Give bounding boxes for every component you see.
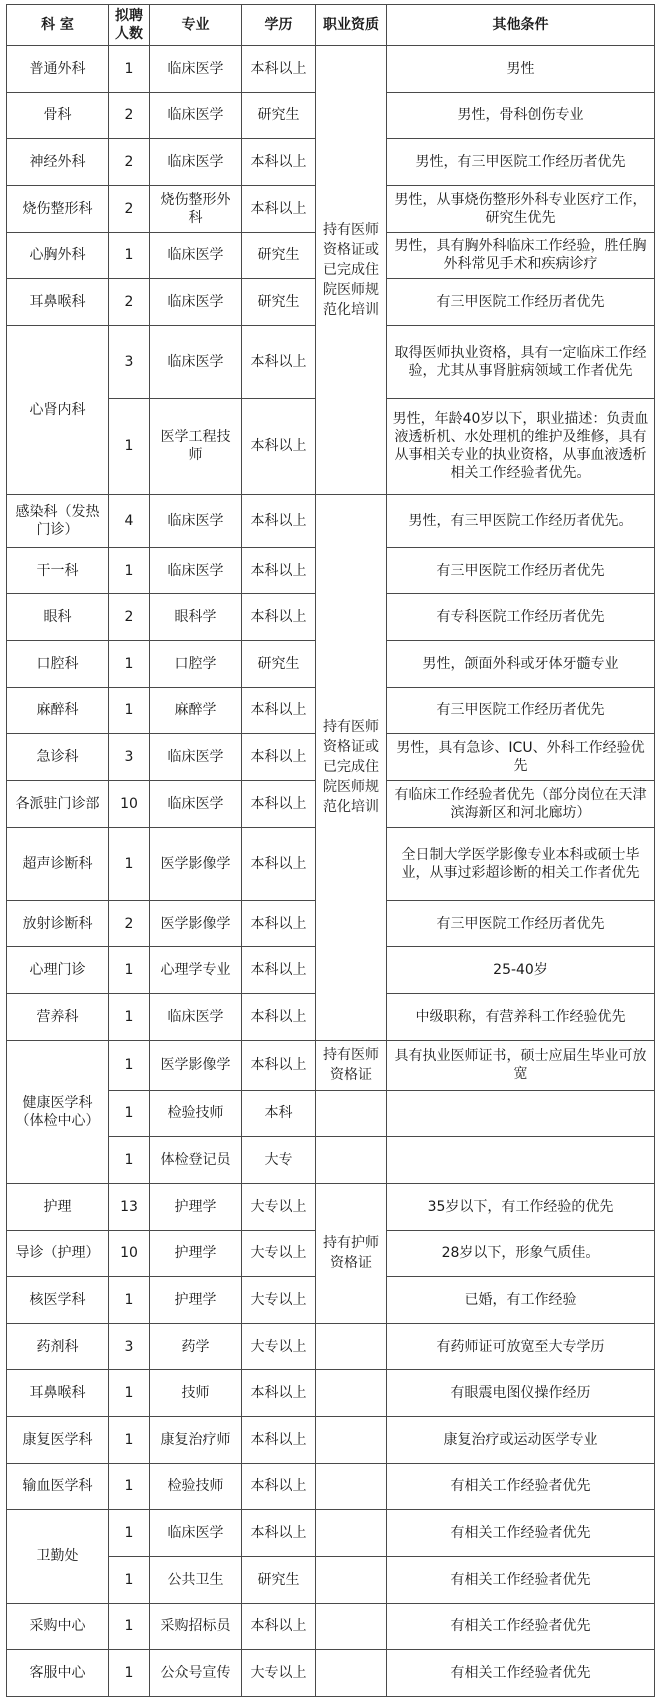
department-cell: 耳鼻喉科 <box>7 1370 109 1417</box>
header-count: 拟聘人数 <box>109 5 150 46</box>
count-cell: 1 <box>109 1090 150 1137</box>
education-cell: 本科以上 <box>242 594 316 641</box>
qualification-cell <box>316 1323 387 1370</box>
condition-cell <box>387 1137 655 1184</box>
condition-cell: 有三甲医院工作经历者优先 <box>387 279 655 326</box>
major-cell: 临床医学 <box>150 734 242 781</box>
education-cell: 研究生 <box>242 641 316 688</box>
qualification-cell: 持有医师资格证 <box>316 1040 387 1090</box>
table-row <box>7 1417 655 1464</box>
education-cell: 研究生 <box>242 279 316 326</box>
count-cell: 1 <box>109 1370 150 1417</box>
count-cell: 3 <box>109 734 150 781</box>
department-cell: 普通外科 <box>7 46 109 93</box>
major-cell: 临床医学 <box>150 92 242 139</box>
condition-cell: 有三甲医院工作经历者优先 <box>387 687 655 734</box>
condition-cell: 有相关工作经验者优先 <box>387 1556 655 1603</box>
qualification-cell <box>316 1510 387 1557</box>
qualification-cell: 持有医师资格证或已完成住院医师规范化培训 <box>316 494 387 1040</box>
department-cell: 骨科 <box>7 92 109 139</box>
department-cell: 药剂科 <box>7 1323 109 1370</box>
count-cell: 1 <box>109 1137 150 1184</box>
department-cell: 核医学科 <box>7 1277 109 1324</box>
count-cell: 2 <box>109 594 150 641</box>
condition-cell: 男性 <box>387 46 655 93</box>
education-cell: 本科以上 <box>242 687 316 734</box>
condition-cell: 有眼震电图仪操作经历 <box>387 1370 655 1417</box>
header-row <box>7 5 655 46</box>
department-cell: 康复医学科 <box>7 1417 109 1464</box>
count-cell: 1 <box>109 1510 150 1557</box>
education-cell: 本科以上 <box>242 1603 316 1650</box>
education-cell: 本科以上 <box>242 185 316 232</box>
major-cell: 医学影像学 <box>150 827 242 900</box>
department-cell: 放射诊断科 <box>7 900 109 947</box>
count-cell: 2 <box>109 279 150 326</box>
table-row <box>7 1370 655 1417</box>
condition-cell <box>387 1090 655 1137</box>
education-cell: 大专以上 <box>242 1277 316 1324</box>
count-cell: 2 <box>109 185 150 232</box>
education-cell: 本科以上 <box>242 780 316 827</box>
condition-cell: 男性，年龄40岁以下，职业描述：负责血液透析机、水处理机的维护及维修，具有从事相关专业的执业资格，从事血液透析相关工作经验者优先。 <box>387 399 655 494</box>
major-cell: 公众号宣传 <box>150 1650 242 1697</box>
condition-cell: 有相关工作经验者优先 <box>387 1510 655 1557</box>
major-cell: 检验技师 <box>150 1463 242 1510</box>
count-cell: 3 <box>109 325 150 398</box>
department-cell: 超声诊断科 <box>7 827 109 900</box>
condition-cell: 男性，有三甲医院工作经历者优先。 <box>387 494 655 547</box>
department-cell: 耳鼻喉科 <box>7 279 109 326</box>
major-cell: 技师 <box>150 1370 242 1417</box>
department-cell: 急诊科 <box>7 734 109 781</box>
major-cell: 临床医学 <box>150 232 242 279</box>
major-cell: 护理学 <box>150 1277 242 1324</box>
department-cell: 卫勤处 <box>7 1510 109 1603</box>
education-cell: 本科以上 <box>242 994 316 1041</box>
major-cell: 烧伤整形外科 <box>150 185 242 232</box>
department-cell: 导诊（护理） <box>7 1230 109 1277</box>
major-cell: 医学影像学 <box>150 900 242 947</box>
department-cell: 眼科 <box>7 594 109 641</box>
major-cell: 临床医学 <box>150 279 242 326</box>
major-cell: 临床医学 <box>150 780 242 827</box>
table-row <box>7 46 655 93</box>
qualification-cell <box>316 1650 387 1697</box>
qualification-cell: 持有医师资格证或已完成住院医师规范化培训 <box>316 46 387 495</box>
education-cell: 本科以上 <box>242 547 316 594</box>
education-cell: 本科以上 <box>242 734 316 781</box>
table-row <box>7 1510 655 1557</box>
major-cell: 临床医学 <box>150 1510 242 1557</box>
major-cell: 检验技师 <box>150 1090 242 1137</box>
qualification-cell <box>316 1463 387 1510</box>
count-cell: 1 <box>109 1040 150 1090</box>
department-cell: 口腔科 <box>7 641 109 688</box>
education-cell: 大专以上 <box>242 1183 316 1230</box>
education-cell: 本科以上 <box>242 1370 316 1417</box>
qualification-cell <box>316 1137 387 1184</box>
count-cell: 2 <box>109 139 150 186</box>
qualification-cell <box>316 1556 387 1603</box>
education-cell: 研究生 <box>242 92 316 139</box>
major-cell: 临床医学 <box>150 994 242 1041</box>
header-education: 学历 <box>242 5 316 46</box>
condition-cell: 28岁以下，形象气质佳。 <box>387 1230 655 1277</box>
education-cell: 本科以上 <box>242 1040 316 1090</box>
major-cell: 眼科学 <box>150 594 242 641</box>
condition-cell: 中级职称，有营养科工作经验优先 <box>387 994 655 1041</box>
education-cell: 本科以上 <box>242 1510 316 1557</box>
education-cell: 本科以上 <box>242 494 316 547</box>
condition-cell: 男性，颌面外科或牙体牙髓专业 <box>387 641 655 688</box>
table-row <box>7 1183 655 1230</box>
qualification-cell <box>316 1417 387 1464</box>
education-cell: 研究生 <box>242 1556 316 1603</box>
condition-cell: 具有执业医师证书，硕士应届生毕业可放宽 <box>387 1040 655 1090</box>
major-cell: 临床医学 <box>150 547 242 594</box>
count-cell: 10 <box>109 780 150 827</box>
department-cell: 心理门诊 <box>7 947 109 994</box>
education-cell: 本科以上 <box>242 139 316 186</box>
count-cell: 2 <box>109 900 150 947</box>
education-cell: 大专以上 <box>242 1323 316 1370</box>
department-cell: 神经外科 <box>7 139 109 186</box>
education-cell: 本科以上 <box>242 325 316 398</box>
count-cell: 13 <box>109 1183 150 1230</box>
education-cell: 本科以上 <box>242 399 316 494</box>
department-cell: 护理 <box>7 1183 109 1230</box>
department-cell: 心胸外科 <box>7 232 109 279</box>
count-cell: 1 <box>109 232 150 279</box>
department-cell: 干一科 <box>7 547 109 594</box>
table-row <box>7 1650 655 1697</box>
count-cell: 1 <box>109 641 150 688</box>
table-row <box>7 1040 655 1090</box>
recruitment-table <box>6 4 655 1697</box>
count-cell: 1 <box>109 994 150 1041</box>
condition-cell: 男性，骨科创伤专业 <box>387 92 655 139</box>
education-cell: 本科以上 <box>242 947 316 994</box>
count-cell: 1 <box>109 1603 150 1650</box>
qualification-cell <box>316 1603 387 1650</box>
major-cell: 临床医学 <box>150 139 242 186</box>
count-cell: 3 <box>109 1323 150 1370</box>
count-cell: 1 <box>109 947 150 994</box>
department-cell: 麻醉科 <box>7 687 109 734</box>
condition-cell: 男性，具有胸外科临床工作经验，胜任胸外科常见手术和疾病诊疗 <box>387 232 655 279</box>
education-cell: 本科 <box>242 1090 316 1137</box>
major-cell: 公共卫生 <box>150 1556 242 1603</box>
major-cell: 医学影像学 <box>150 1040 242 1090</box>
count-cell: 4 <box>109 494 150 547</box>
condition-cell: 有三甲医院工作经历者优先 <box>387 547 655 594</box>
department-cell: 客服中心 <box>7 1650 109 1697</box>
condition-cell: 男性，从事烧伤整形外科专业医疗工作，研究生优先 <box>387 185 655 232</box>
condition-cell: 康复治疗或运动医学专业 <box>387 1417 655 1464</box>
major-cell: 康复治疗师 <box>150 1417 242 1464</box>
major-cell: 口腔学 <box>150 641 242 688</box>
condition-cell: 男性，有三甲医院工作经历者优先 <box>387 139 655 186</box>
count-cell: 1 <box>109 547 150 594</box>
major-cell: 心理学专业 <box>150 947 242 994</box>
condition-cell: 有相关工作经验者优先 <box>387 1603 655 1650</box>
count-cell: 1 <box>109 1463 150 1510</box>
qualification-cell: 持有护师资格证 <box>316 1183 387 1323</box>
department-cell: 营养科 <box>7 994 109 1041</box>
major-cell: 临床医学 <box>150 494 242 547</box>
education-cell: 大专以上 <box>242 1650 316 1697</box>
table-row <box>7 1603 655 1650</box>
major-cell: 医学工程技师 <box>150 399 242 494</box>
major-cell: 临床医学 <box>150 46 242 93</box>
education-cell: 大专以上 <box>242 1230 316 1277</box>
table-row <box>7 1323 655 1370</box>
department-cell: 输血医学科 <box>7 1463 109 1510</box>
education-cell: 本科以上 <box>242 46 316 93</box>
major-cell: 药学 <box>150 1323 242 1370</box>
education-cell: 研究生 <box>242 232 316 279</box>
condition-cell: 取得医师执业资格，具有一定临床工作经验，尤其从事肾脏病领域工作者优先 <box>387 325 655 398</box>
major-cell: 临床医学 <box>150 325 242 398</box>
qualification-cell <box>316 1370 387 1417</box>
condition-cell: 有相关工作经验者优先 <box>387 1463 655 1510</box>
count-cell: 10 <box>109 1230 150 1277</box>
education-cell: 本科以上 <box>242 1463 316 1510</box>
department-cell: 健康医学科（体检中心） <box>7 1040 109 1183</box>
qualification-cell <box>316 1090 387 1137</box>
major-cell: 护理学 <box>150 1230 242 1277</box>
major-cell: 护理学 <box>150 1183 242 1230</box>
condition-cell: 有临床工作经验者优先（部分岗位在天津滨海新区和河北廊坊） <box>387 780 655 827</box>
header-other-conditions: 其他条件 <box>387 5 655 46</box>
major-cell: 麻醉学 <box>150 687 242 734</box>
table-row <box>7 494 655 547</box>
count-cell: 1 <box>109 1556 150 1603</box>
header-qualification: 职业资质 <box>316 5 387 46</box>
condition-cell: 有药师证可放宽至大专学历 <box>387 1323 655 1370</box>
education-cell: 大专 <box>242 1137 316 1184</box>
department-cell: 采购中心 <box>7 1603 109 1650</box>
condition-cell: 已婚，有工作经验 <box>387 1277 655 1324</box>
education-cell: 本科以上 <box>242 900 316 947</box>
header-dept: 科 室 <box>7 5 109 46</box>
department-cell: 各派驻门诊部 <box>7 780 109 827</box>
condition-cell: 有相关工作经验者优先 <box>387 1650 655 1697</box>
table-row <box>7 1463 655 1510</box>
department-cell: 感染科（发热门诊） <box>7 494 109 547</box>
education-cell: 本科以上 <box>242 1417 316 1464</box>
count-cell: 1 <box>109 46 150 93</box>
condition-cell: 男性，具有急诊、ICU、外科工作经验优先 <box>387 734 655 781</box>
condition-cell: 有专科医院工作经历者优先 <box>387 594 655 641</box>
condition-cell: 有三甲医院工作经历者优先 <box>387 900 655 947</box>
condition-cell: 35岁以下，有工作经验的优先 <box>387 1183 655 1230</box>
count-cell: 2 <box>109 92 150 139</box>
department-cell: 心肾内科 <box>7 325 109 494</box>
count-cell: 1 <box>109 1417 150 1464</box>
header-major: 专业 <box>150 5 242 46</box>
major-cell: 体检登记员 <box>150 1137 242 1184</box>
condition-cell: 25-40岁 <box>387 947 655 994</box>
count-cell: 1 <box>109 1277 150 1324</box>
major-cell: 采购招标员 <box>150 1603 242 1650</box>
education-cell: 本科以上 <box>242 827 316 900</box>
department-cell: 烧伤整形科 <box>7 185 109 232</box>
count-cell: 1 <box>109 1650 150 1697</box>
count-cell: 1 <box>109 687 150 734</box>
count-cell: 1 <box>109 399 150 494</box>
count-cell: 1 <box>109 827 150 900</box>
condition-cell: 全日制大学医学影像专业本科或硕士毕业，从事过彩超诊断的相关工作者优先 <box>387 827 655 900</box>
